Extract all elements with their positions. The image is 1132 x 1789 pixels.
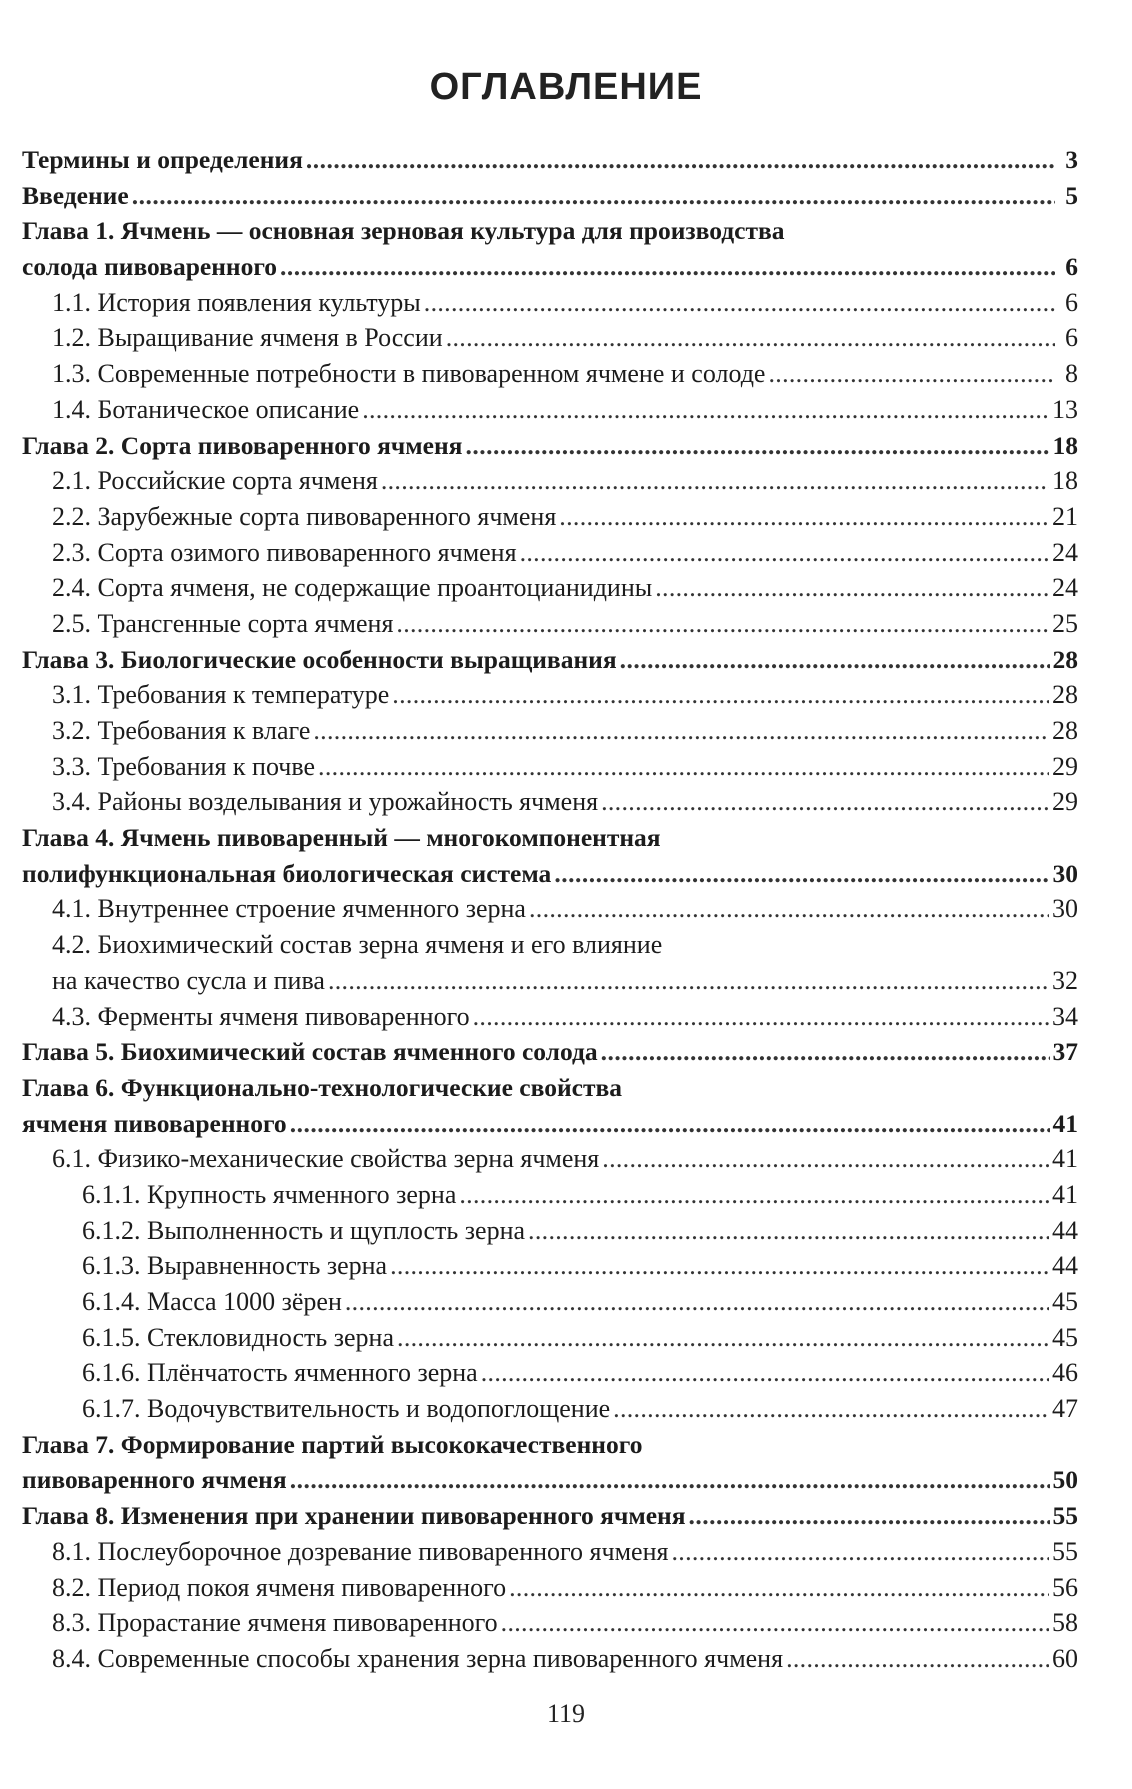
toc-page-number: 41 xyxy=(1052,1144,1078,1174)
toc-entry-title: Глава 2. Сорта пивоваренного ячменя xyxy=(22,430,463,460)
toc-entry xyxy=(22,606,1078,642)
toc-entry-title: 1.3. Современные потребности в пивоваренном ячмене и солоде xyxy=(52,359,766,389)
toc-entry-title: 2.5. Трансгенные сорта ячменя xyxy=(52,608,394,638)
toc-page-number: 18 xyxy=(1052,430,1078,460)
toc-entry-line xyxy=(22,927,1078,963)
toc-entry xyxy=(22,1641,1078,1677)
toc-entry-title: 3.3. Требования к почве xyxy=(52,751,316,781)
toc-page-number: 55 xyxy=(1052,1501,1078,1531)
dot-leader xyxy=(396,606,1049,642)
toc-entry-title: 8.4. Современные способы хранения зерна пивоваренного ячменя xyxy=(52,1643,784,1673)
dot-leader xyxy=(459,1177,1049,1213)
toc-entry-line xyxy=(22,820,1078,856)
dot-leader xyxy=(554,856,1049,892)
dot-leader xyxy=(290,1462,1050,1498)
toc-entry xyxy=(22,1141,1078,1177)
toc-entry xyxy=(22,1213,1078,1249)
toc-entry-title: 2.4. Сорта ячменя, не содержащие проантоцианидины xyxy=(52,573,653,603)
toc-page-number: 28 xyxy=(1052,716,1078,745)
toc-page-number: 18 xyxy=(1052,466,1078,496)
toc-entry xyxy=(22,285,1078,321)
dot-leader xyxy=(280,249,1055,285)
toc-entry-title: 1.1. История появления культуры xyxy=(52,287,421,317)
toc-entry-title: 6.1.4. Масса 1000 зёрен xyxy=(82,1287,342,1316)
toc-entry-title: 8.3. Прорастание ячменя пивоваренного xyxy=(52,1608,498,1638)
toc-entry-title: на качество сусла и пива xyxy=(52,965,325,995)
toc-entry-title: 2.2. Зарубежные сорта пивоваренного ячменя xyxy=(52,501,557,531)
toc-entry xyxy=(22,1391,1078,1427)
dot-leader xyxy=(424,285,1055,321)
dot-leader xyxy=(655,570,1049,606)
toc-entry-title: Глава 6. Функционально-технологические свойства xyxy=(22,1072,623,1102)
dot-leader xyxy=(381,463,1049,499)
toc-entry-title: 3.2. Требования к влаге xyxy=(52,716,311,745)
dot-leader xyxy=(768,356,1055,392)
toc-page-number: 60 xyxy=(1052,1643,1078,1673)
toc-entry-title: 4.2. Биохимический состав зерна ячменя и его влияние xyxy=(52,930,663,960)
toc-page-number: 24 xyxy=(1052,573,1078,603)
dot-leader xyxy=(601,784,1049,820)
toc-page-number: 45 xyxy=(1052,1287,1078,1316)
toc-entry-title: Глава 1. Ячмень — основная зерновая культура для производства xyxy=(22,216,785,246)
dot-leader xyxy=(671,1534,1049,1570)
toc-page-number: 30 xyxy=(1052,858,1078,888)
dot-leader xyxy=(620,642,1050,678)
dot-leader xyxy=(390,1248,1049,1284)
dot-leader xyxy=(392,677,1049,713)
toc-entry-title: 6.1.5. Стекловидность зерна xyxy=(82,1322,395,1352)
toc-entry xyxy=(22,642,1078,678)
toc-entry xyxy=(22,1498,1078,1534)
dot-leader xyxy=(559,499,1049,535)
dot-leader xyxy=(613,1391,1049,1427)
toc-entry-title: пивоваренного ячменя xyxy=(22,1465,287,1495)
toc-entry xyxy=(22,356,1078,392)
toc-entry-title: Глава 8. Изменения при хранении пивоваренного ячменя xyxy=(22,1501,686,1531)
toc-entry xyxy=(22,1320,1078,1356)
toc-entry xyxy=(22,1248,1078,1284)
dot-leader xyxy=(501,1605,1049,1641)
dot-leader xyxy=(601,1034,1050,1070)
toc-page-number: 6 xyxy=(1065,323,1078,353)
toc-entry-title: Термины и определения xyxy=(22,145,303,174)
toc-entry xyxy=(22,499,1078,535)
toc-page-number: 3 xyxy=(1065,145,1078,174)
toc-entry xyxy=(22,1355,1078,1391)
toc-entry-title: Глава 4. Ячмень пивоваренный — многокомпонентная xyxy=(22,823,661,853)
toc-entry xyxy=(22,428,1078,464)
toc-page-number: 25 xyxy=(1052,608,1078,638)
toc-page-number: 8 xyxy=(1065,359,1078,389)
toc-entry-title: солода пивоваренного xyxy=(22,252,278,282)
toc-page-number: 44 xyxy=(1052,1215,1078,1245)
toc-page-number: 41 xyxy=(1052,1179,1078,1209)
toc-entry xyxy=(22,570,1078,606)
dot-leader xyxy=(465,428,1049,464)
toc-page-number: 5 xyxy=(1065,180,1078,210)
toc-entry xyxy=(22,535,1078,571)
toc-entry xyxy=(22,392,1078,428)
toc-entry-title: Глава 7. Формирование партий высококачественного xyxy=(22,1429,643,1459)
toc-entry-title: 2.3. Сорта озимого пивоваренного ячменя xyxy=(52,537,517,567)
toc-page-number: 50 xyxy=(1052,1465,1078,1495)
toc-entry xyxy=(22,1462,1078,1498)
toc-entry-title: 2.1. Российские сорта ячменя xyxy=(52,466,378,496)
toc-page-number: 30 xyxy=(1052,894,1078,924)
toc-entry xyxy=(22,1106,1078,1142)
dot-leader xyxy=(328,963,1049,999)
dot-leader xyxy=(528,1213,1049,1249)
toc-page-number: 44 xyxy=(1052,1251,1078,1281)
toc-page-number: 37 xyxy=(1052,1037,1078,1067)
toc-entry-title: 8.1. Послеуборочное дозревание пивоваренного ячменя xyxy=(52,1536,669,1566)
dot-leader xyxy=(290,1106,1050,1142)
toc-page-number: 29 xyxy=(1052,751,1078,781)
toc-entry-title: 6.1.1. Крупность ячменного зерна xyxy=(82,1179,457,1209)
toc-entry xyxy=(22,1570,1078,1606)
toc-entry-title: Глава 5. Биохимический состав ячменного солода xyxy=(22,1037,598,1067)
toc-page-number: 28 xyxy=(1052,644,1078,674)
toc-entry-title: ячменя пивоваренного xyxy=(22,1108,287,1138)
toc-page-number: 46 xyxy=(1052,1358,1078,1388)
toc-entry-title: 6.1.3. Выравненность зерна xyxy=(82,1251,388,1281)
dot-leader xyxy=(306,142,1055,178)
toc-entry-title: 4.1. Внутреннее строение ячменного зерна xyxy=(52,894,526,924)
toc-entry-title: 8.2. Период покоя ячменя пивоваренного xyxy=(52,1572,507,1602)
dot-leader xyxy=(602,1141,1049,1177)
toc-page-number: 45 xyxy=(1052,1322,1078,1352)
dot-leader xyxy=(786,1641,1049,1677)
toc-entry xyxy=(22,1034,1078,1070)
toc-page-number: 47 xyxy=(1052,1394,1078,1424)
toc-entry-title: 6.1.6. Плёнчатость ячменного зерна xyxy=(82,1358,478,1388)
toc-entry xyxy=(22,749,1078,785)
toc-entry-title: 4.3. Ферменты ячменя пивоваренного xyxy=(52,1001,470,1031)
toc-entry-title: 1.4. Ботаническое описание xyxy=(52,394,360,424)
dot-leader xyxy=(318,749,1049,785)
toc-entry-line xyxy=(22,1427,1078,1463)
toc-entry-title: 3.4. Районы возделывания и урожайность ячменя xyxy=(52,787,599,817)
toc-entry xyxy=(22,1605,1078,1641)
dot-leader xyxy=(481,1355,1049,1391)
toc-entry xyxy=(22,463,1078,499)
toc-page-number: 6 xyxy=(1065,252,1078,282)
toc-entry xyxy=(22,891,1078,927)
toc-entry-title: 6.1.2. Выполненность и щуплость зерна xyxy=(82,1215,526,1245)
toc-entry xyxy=(22,1284,1078,1320)
dot-leader xyxy=(446,320,1055,356)
dot-leader xyxy=(313,713,1049,749)
toc-page-number: 29 xyxy=(1052,787,1078,817)
toc-entry-title: 3.1. Требования к температуре xyxy=(52,680,390,710)
page-number: 119 xyxy=(546,1699,586,1728)
toc-entry-title: 6.1. Физико-механические свойства зерна ячменя xyxy=(52,1144,600,1174)
toc-entry xyxy=(22,856,1078,892)
dot-leader xyxy=(132,178,1055,214)
toc-entry xyxy=(22,178,1078,214)
toc-entry xyxy=(22,784,1078,820)
toc-entry-title: 1.2. Выращивание ячменя в России xyxy=(52,323,443,353)
toc-page-number: 13 xyxy=(1052,394,1078,424)
toc-entry xyxy=(22,677,1078,713)
toc-entry-line xyxy=(22,1070,1078,1106)
toc-entry-title: полифункциональная биологическая система xyxy=(22,858,552,888)
toc-page-number: 6 xyxy=(1065,287,1078,317)
toc-entry xyxy=(22,1534,1078,1570)
toc-entry-line xyxy=(22,213,1078,249)
toc-page-number: 32 xyxy=(1052,965,1078,995)
dot-leader xyxy=(397,1320,1049,1356)
toc-entry xyxy=(22,999,1078,1035)
dot-leader xyxy=(473,999,1049,1035)
toc-entry xyxy=(22,713,1078,749)
toc-page-number: 34 xyxy=(1052,1001,1078,1031)
toc-entry xyxy=(22,963,1078,999)
toc-page-number: 24 xyxy=(1052,537,1078,567)
toc-page-number: 56 xyxy=(1052,1572,1078,1602)
dot-leader xyxy=(345,1284,1049,1320)
toc-page-number: 41 xyxy=(1052,1108,1078,1138)
toc-entry xyxy=(22,142,1078,178)
toc-entry-title: Введение xyxy=(22,180,129,210)
toc-entry xyxy=(22,320,1078,356)
toc-page-number: 58 xyxy=(1052,1608,1078,1638)
toc-page-number: 55 xyxy=(1052,1536,1078,1566)
dot-leader xyxy=(529,891,1049,927)
table-of-contents xyxy=(22,142,1078,1677)
toc-entry xyxy=(22,1177,1078,1213)
toc-entry-title: 6.1.7. Водочувствительность и водопоглощение xyxy=(82,1394,611,1424)
dot-leader xyxy=(509,1570,1049,1606)
toc-page-number: 21 xyxy=(1052,501,1078,531)
toc-entry xyxy=(22,249,1078,285)
dot-leader xyxy=(520,535,1049,571)
dot-leader xyxy=(689,1498,1050,1534)
page-title: ОГЛАВЛЕНИЕ xyxy=(429,66,703,108)
dot-leader xyxy=(362,392,1049,428)
toc-page-number: 28 xyxy=(1052,680,1078,710)
toc-entry-title: Глава 3. Биологические особенности выращивания xyxy=(22,644,617,674)
